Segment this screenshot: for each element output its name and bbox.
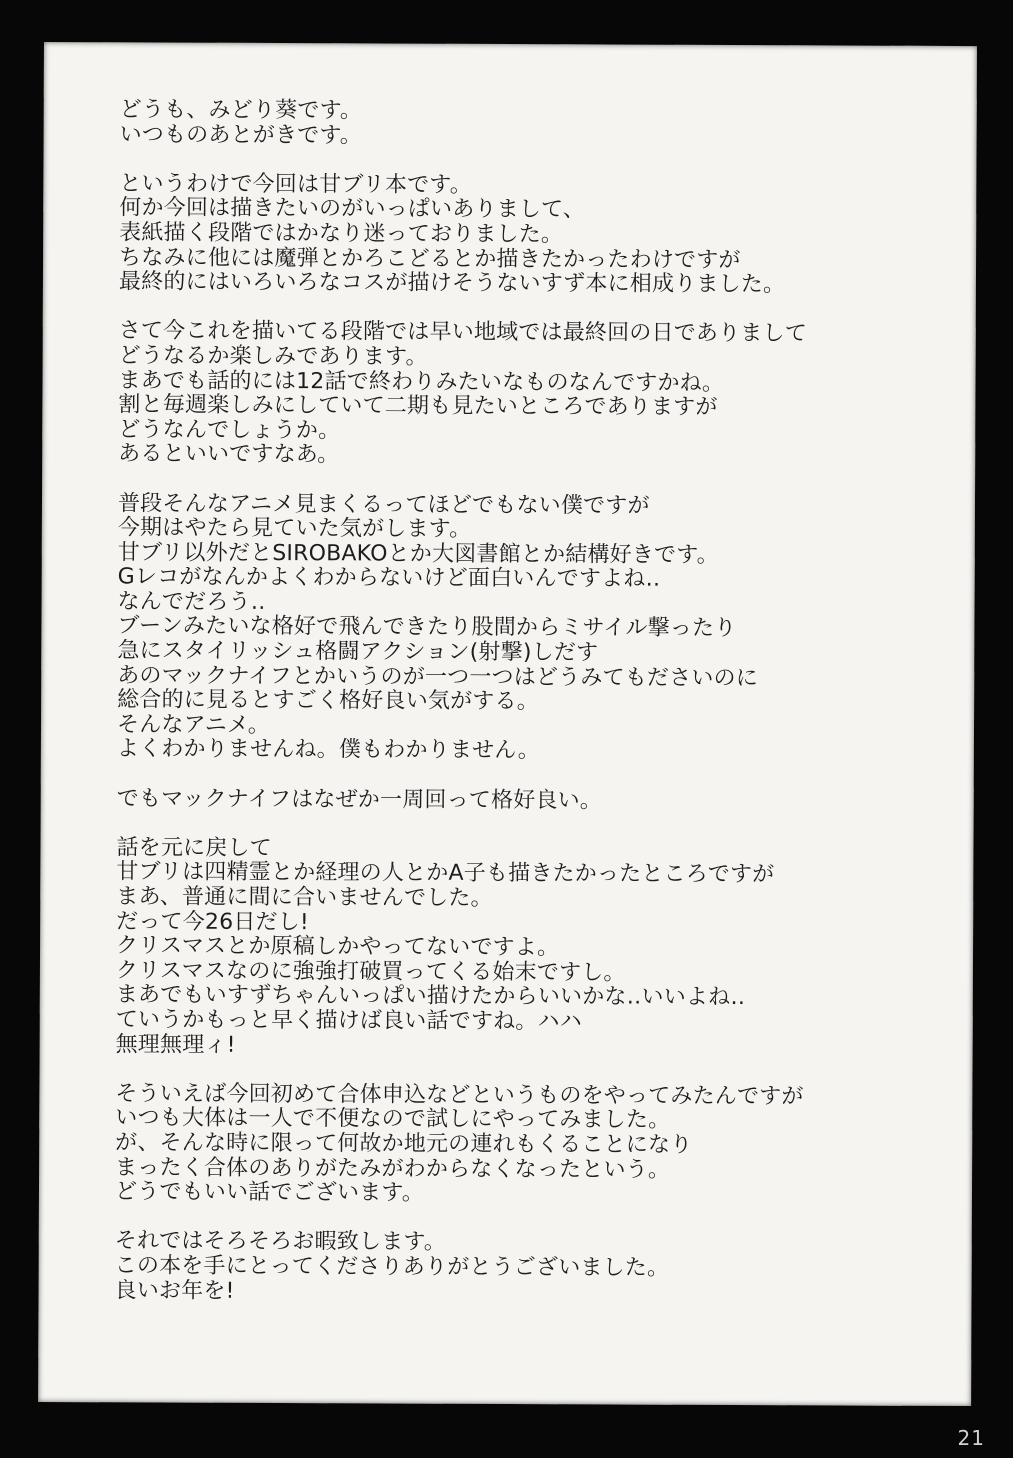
afterword-paragraph-greeting: どうも、みどり葵です。 いつものあとがきです。 xyxy=(119,97,363,148)
afterword-paragraph-gattai-story: そういえば今回初めて合体申込などというものをやってみたんですが いつも大体は一人で不便なので試しにやってみました。 が、そんな時に限って何故か地元の連れもくることになり まったく合体のありがたみがわからなくなったという。 どうでもいい話でございます。 xyxy=(114,1081,804,1206)
afterword-paragraph-closing: それではそろそろお暇致します。 この本を手にとってくださりありがとうございました。 良いお年を! xyxy=(114,1228,670,1304)
afterword-paragraph-back-to-topic: 話を元に戻して 甘ブリは四精霊とか経理の人とかA子も描きたかったところですが まあ、普通に間に合いませんでした。 だって今26日だし! クリスマスとか原稿しかやってないですよ。 クリスマスなのに強強打破買ってくる始末ですし。 まあでもいすずちゃんいっぱい描けたからいいかな‥いいよね‥ ていうかもっと早く描けば良い話ですね。ハハ 無理無理ィ! xyxy=(115,835,775,1058)
afterword-paragraph-final-episode: さて今これを描いてる段階では早い地域では最終回の日でありまして どうなるか楽しみであります。 まあでも話的には12話で終わりみたいなものなんですかね。 割と毎週楽しみにしていて二期も見たいところでありますが どうなんでしょうか。 あるといいですなあ。 xyxy=(118,318,807,468)
afterword-paragraph-anime-season: 普段そんなアニメ見まくるってほどでもない僕ですが 今期はやたら見ていた気がします。 甘ブリ以外だとSIROBAKOとか大図書館とか結構好きです。 Gレコがなんかよくわからないけど面白いんですよね‥ なんでだろう‥ ブーンみたいな格好で飛んできたり股間からミサイル撃ったり 急にスタイリッシュ格闘アクション(射撃)しだす あのマックナイフとかいうのが一つ一つはどうみてもださいのに 総合的に見るとすごく格好良い気がする。 そんなアニメ。 よくわかりませんね。僕もわかりません。 xyxy=(116,490,759,764)
afterword-paragraph-book-intro: というわけで今回は甘ブリ本です。 何か今回は描きたいのがいっぱいありまして、 表紙描く段階ではかなり迷っておりました。 ちなみに他には魔弾とかろこどるとか描きたかったわけですが 最終的にはいろいろなコスが描けそうないすず本に相成りました。 xyxy=(118,171,786,298)
afterword-paragraph-macknife: でもマックナイフはなぜか一周回って格好良い。 xyxy=(116,785,603,814)
afterword-page xyxy=(38,42,977,1406)
afterword-text-column xyxy=(114,98,929,1307)
page-number: 21 xyxy=(957,1426,985,1450)
